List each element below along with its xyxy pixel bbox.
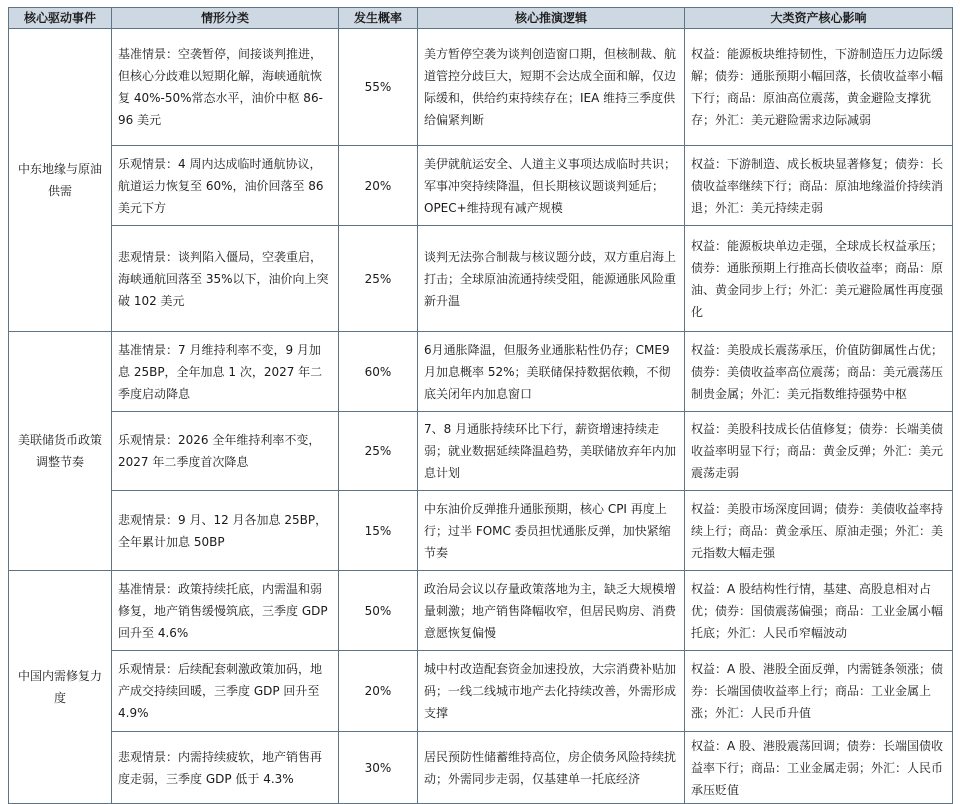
header-driver: 核心驱动事件 bbox=[9, 8, 112, 29]
logic-cell: 7、8 月通胀持续环比下行，薪资增速持续走弱；就业数据延续降温趋势，美联储放弃年内加息计划 bbox=[418, 412, 685, 491]
logic-cell: 居民预防性储蓄维持高位，房企债务风险持续扰动；外需同步走弱，仅基建单一托底经济 bbox=[418, 732, 685, 804]
scenario-cell: 乐观情景：4 周内达成临时通航协议，航道运力恢复至 60%，油价回落至 86 美元下方 bbox=[112, 146, 339, 226]
probability-cell: 60% bbox=[339, 332, 418, 412]
driver-fed-policy: 美联储货币政策调整节奏 bbox=[9, 332, 112, 571]
impact-cell: 权益：A 股结构性行情，基建、高股息相对占优；债券：国债震荡偏强；商品：工业金属小幅托底；外汇：人民币窄幅波动 bbox=[685, 571, 953, 651]
logic-cell: 谈判无法弥合制裁与核议题分歧，双方重启海上打击；全球原油流通持续受阻，能源通胀风险重新升温 bbox=[418, 226, 685, 332]
impact-cell: 权益：美股市场深度回调；债券：美债收益率持续上行；商品：黄金承压、原油走强；外汇：美元指数大幅走强 bbox=[685, 491, 953, 571]
impact-cell: 权益：A 股、港股震荡回调；债券：长端国债收益率下行；商品：工业金属走弱；外汇：人民币承压贬值 bbox=[685, 732, 953, 804]
probability-cell: 25% bbox=[339, 412, 418, 491]
probability-cell: 55% bbox=[339, 29, 418, 146]
header-row bbox=[9, 8, 953, 29]
probability-cell: 25% bbox=[339, 226, 418, 332]
table-row bbox=[9, 412, 953, 491]
header-scenario: 情形分类 bbox=[112, 8, 339, 29]
logic-cell: 城中村改造配套资金加速投放，大宗消费补贴加码；一线二线城市地产去化持续改善，外需形成支撑 bbox=[418, 651, 685, 732]
probability-cell: 15% bbox=[339, 491, 418, 571]
impact-cell: 权益：美股科技成长估值修复；债券：长端美债收益率明显下行；商品：黄金反弹；外汇：美元震荡走弱 bbox=[685, 412, 953, 491]
logic-cell: 6月通胀降温，但服务业通胀粘性仍存；CME9月加息概率 52%；美联储保持数据依赖，不彻底关闭年内加息窗口 bbox=[418, 332, 685, 412]
logic-cell: 政治局会议以存量政策落地为主，缺乏大规模增量刺激；地产销售降幅收窄，但居民购房、消费意愿恢复偏慢 bbox=[418, 571, 685, 651]
table-row bbox=[9, 226, 953, 332]
impact-cell: 权益：美股成长震荡承压，价值防御属性占优；债券：美债收益率高位震荡；商品：美元震荡压制贵金属；外汇：美元指数维持强势中枢 bbox=[685, 332, 953, 412]
scenario-cell: 乐观情景：后续配套刺激政策加码，地产成交持续回暖，三季度 GDP 回升至 4.9% bbox=[112, 651, 339, 732]
header-probability: 发生概率 bbox=[339, 8, 418, 29]
table-row bbox=[9, 146, 953, 226]
scenario-cell: 悲观情景：谈判陷入僵局，空袭重启，海峡通航回落至 35%以下，油价向上突破 102 美元 bbox=[112, 226, 339, 332]
header-logic: 核心推演逻辑 bbox=[418, 8, 685, 29]
driver-middle-east: 中东地缘与原油供需 bbox=[9, 29, 112, 332]
probability-cell: 50% bbox=[339, 571, 418, 651]
table-row bbox=[9, 651, 953, 732]
table-row bbox=[9, 332, 953, 412]
table-row bbox=[9, 491, 953, 571]
impact-cell: 权益：能源板块维持韧性，下游制造压力边际缓解；债券：通胀预期小幅回落，长债收益率小幅下行；商品：原油高位震荡，黄金避险支撑犹存；外汇：美元避险需求边际减弱 bbox=[685, 29, 953, 146]
header-impact: 大类资产核心影响 bbox=[685, 8, 953, 29]
scenario-cell: 基准情景：政策持续托底，内需温和弱修复，地产销售缓慢筑底，三季度 GDP 回升至 4.6% bbox=[112, 571, 339, 651]
scenario-cell: 悲观情景：9 月、12 月各加息 25BP，全年累计加息 50BP bbox=[112, 491, 339, 571]
scenario-cell: 基准情景：7 月维持利率不变，9 月加息 25BP，全年加息 1 次，2027 年二季度启动降息 bbox=[112, 332, 339, 412]
probability-cell: 20% bbox=[339, 651, 418, 732]
scenario-cell: 基准情景：空袭暂停，间接谈判推进，但核心分歧难以短期化解，海峡通航恢复 40%-50%常态水平，油价中枢 86-96 美元 bbox=[112, 29, 339, 146]
logic-cell: 美方暂停空袭为谈判创造窗口期，但核制裁、航道管控分歧巨大，短期不会达成全面和解，仅边际缓和，供给约束持续存在；IEA 维持三季度供给偏紧判断 bbox=[418, 29, 685, 146]
scenario-cell: 悲观情景：内需持续疲软，地产销售再度走弱，三季度 GDP 低于 4.3% bbox=[112, 732, 339, 804]
impact-cell: 权益：下游制造、成长板块显著修复；债券：长债收益率继续下行；商品：原油地缘溢价持续消退；外汇：美元持续走弱 bbox=[685, 146, 953, 226]
probability-cell: 20% bbox=[339, 146, 418, 226]
impact-cell: 权益：能源板块单边走强，全球成长权益承压；债券：通胀预期上行推高长债收益率；商品：原油、黄金同步上行；外汇：美元避险属性再度强化 bbox=[685, 226, 953, 332]
scenario-cell: 乐观情景：2026 全年维持利率不变，2027 年二季度首次降息 bbox=[112, 412, 339, 491]
logic-cell: 美伊就航运安全、人道主义事项达成临时共识；军事冲突持续降温，但长期核议题谈判延后；OPEC+维持现有减产规模 bbox=[418, 146, 685, 226]
table-row bbox=[9, 29, 953, 146]
scenario-table bbox=[8, 7, 953, 804]
probability-cell: 30% bbox=[339, 732, 418, 804]
impact-cell: 权益：A 股、港股全面反弹，内需链条领涨；债券：长端国债收益率上行；商品：工业金属上涨；外汇：人民币升值 bbox=[685, 651, 953, 732]
driver-china-demand: 中国内需修复力度 bbox=[9, 571, 112, 804]
table-row bbox=[9, 571, 953, 651]
table-row bbox=[9, 732, 953, 804]
logic-cell: 中东油价反弹推升通胀预期，核心 CPI 再度上行；过半 FOMC 委员担忧通胀反弹，加快紧缩节奏 bbox=[418, 491, 685, 571]
